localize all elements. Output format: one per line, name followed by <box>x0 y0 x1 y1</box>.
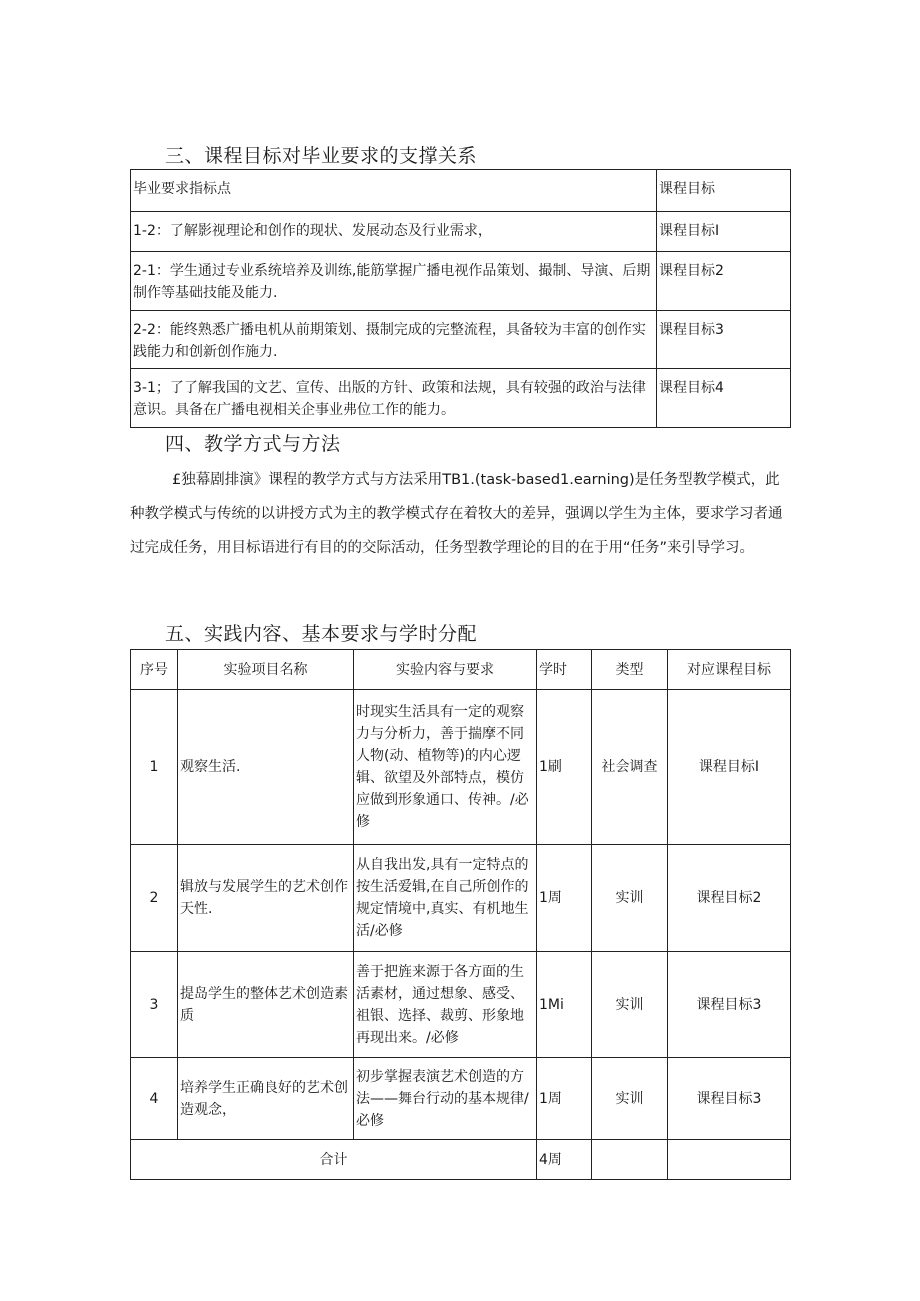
table-row <box>131 311 791 369</box>
type-cell: 社会调查 <box>592 690 668 845</box>
col-header-no: 序号 <box>131 650 178 690</box>
total-type-empty <box>592 1140 668 1180</box>
support-table <box>130 169 791 428</box>
total-hours: 4周 <box>537 1140 592 1180</box>
name-cell: 观察生活. <box>178 690 354 845</box>
goal-cell: 课程目标2 <box>657 252 791 311</box>
col-header-point: 毕业要求指标点 <box>131 170 657 212</box>
content-cell: 时现实生活具有一定的观察力与分析力，善于揣摩不同人物(动、植物等)的内心逻辑、欲望及外部特点，模仿应做到形象通口、传神。/必修 <box>354 690 537 845</box>
table-header-row <box>131 650 791 690</box>
table-row <box>131 952 791 1058</box>
goal-cell: 课程目标I <box>657 212 791 252</box>
name-cell: 提岛学生的整体艺术创造素质 <box>178 952 354 1058</box>
point-cell: 2-1：学生通过专业系统培养及训练,能筋掌握广播电视作品策划、撮制、导演、后期制作等基础技能及能力. <box>131 252 657 311</box>
col-header-type: 类型 <box>592 650 668 690</box>
teaching-method-paragraph: £独幕剧排演》课程的教学方式与方法采用TB1.(task-based1.earning)是任务型教学模式，此种教学模式与传统的以讲授方式为主的教学模式存在着牧大的差异，强调以学生为主体，要求学习者通过完成任务，用目标语进行有目的的交际活动，任务型教学理论的目的在于用“任务”来引导学习。 <box>130 472 783 556</box>
point-cell: 3-1；了了解我国的文艺、宣传、出版的方针、政策和法规，具有较强的政治与法律意识。具备在广播电视相关企事业弗位工作的能力。 <box>131 369 657 428</box>
section4-heading: 四、教学方式与方法 <box>165 433 341 455</box>
no-cell: 4 <box>131 1058 178 1140</box>
section3-heading: 三、课程目标对毕业要求的支撑关系 <box>165 145 478 167</box>
total-row <box>131 1140 791 1180</box>
point-cell: 1-2：了解影视理论和创作的现状、发展动态及行业需求， <box>131 212 657 252</box>
type-cell: 实训 <box>592 845 668 952</box>
goal-cell: 课程目标3 <box>657 311 791 369</box>
table-row <box>131 1058 791 1140</box>
hours-cell: 1刷 <box>537 690 592 845</box>
table-row <box>131 845 791 952</box>
hours-cell: 1Mi <box>537 952 592 1058</box>
name-cell: 培养学生正确良好的艺术创造观念， <box>178 1058 354 1140</box>
content-cell: 从自我出发,具有一定特点的按生活爱辑,在自己所创作的规定情境中,真实、有机地生活/必修 <box>354 845 537 952</box>
content-cell: 初步掌握表演艺术创造的方法——舞台行动的基本规律/必修 <box>354 1058 537 1140</box>
total-goal-empty <box>668 1140 791 1180</box>
hours-cell: 1周 <box>537 845 592 952</box>
goal-cell: 课程目标I <box>668 690 791 845</box>
section5-heading: 五、实践内容、基本要求与学时分配 <box>165 623 478 645</box>
type-cell: 实训 <box>592 952 668 1058</box>
goal-cell: 课程目标4 <box>657 369 791 428</box>
table-row <box>131 252 791 311</box>
point-cell: 2-2：能终熟悉广播电机从前期策划、摄制完成的完整流程，具备较为丰富的创作实践能力和创新创作施力. <box>131 311 657 369</box>
goal-cell: 课程目标3 <box>668 1058 791 1140</box>
col-header-hours: 学时 <box>537 650 592 690</box>
no-cell: 3 <box>131 952 178 1058</box>
type-cell: 实训 <box>592 1058 668 1140</box>
table-header-row <box>131 170 791 212</box>
total-label: 合计 <box>131 1140 537 1180</box>
goal-cell: 课程目标2 <box>668 845 791 952</box>
no-cell: 1 <box>131 690 178 845</box>
table-row <box>131 369 791 428</box>
practice-table <box>130 649 791 1180</box>
no-cell: 2 <box>131 845 178 952</box>
table-row <box>131 690 791 845</box>
table-row <box>131 212 791 252</box>
col-header-goal: 对应课程目标 <box>668 650 791 690</box>
col-header-name: 实验项目名称 <box>178 650 354 690</box>
goal-cell: 课程目标3 <box>668 952 791 1058</box>
hours-cell: 1周 <box>537 1058 592 1140</box>
name-cell: 辑放与发展学生的艺术创作天性. <box>178 845 354 952</box>
col-header-content: 实验内容与要求 <box>354 650 537 690</box>
content-cell: 善于把旌来源于各方面的生活素材，通过想象、感受、祖银、选择、裁剪、形象地再现出来。/必修 <box>354 952 537 1058</box>
col-header-goal: 课程目标 <box>657 170 791 212</box>
